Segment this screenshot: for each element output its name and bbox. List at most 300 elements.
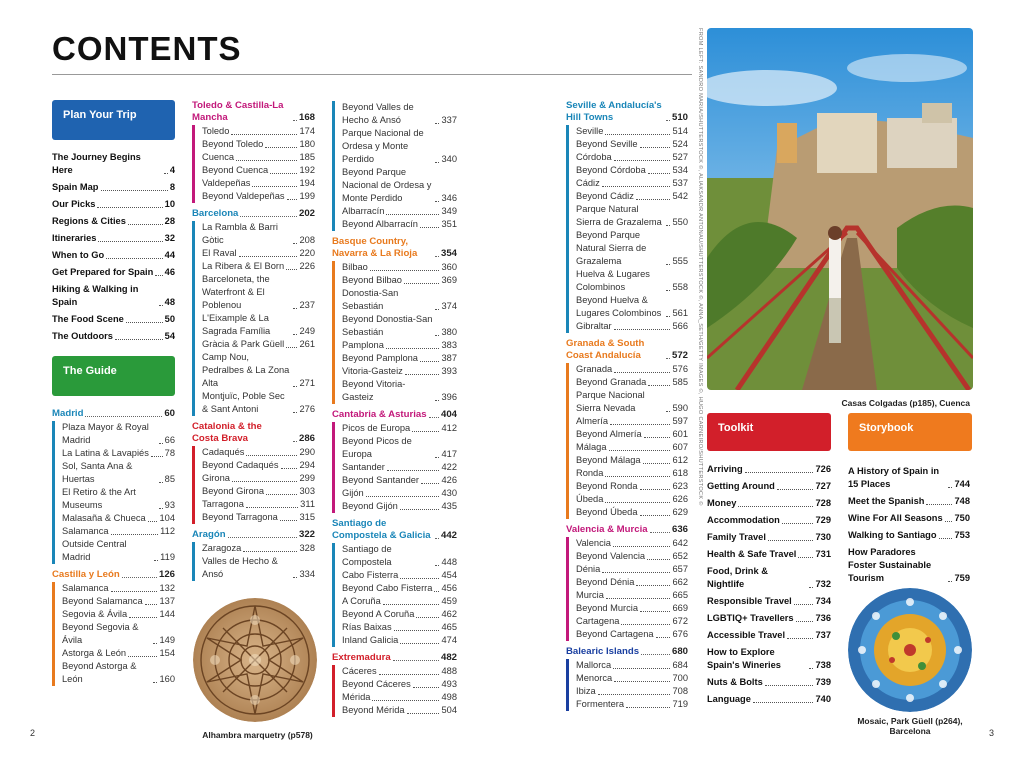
- toc-entry-label: Beyond Cuenca: [202, 165, 269, 175]
- toc-entry-label: Camp Nou, Pedralbes & La Zona Alta: [202, 352, 290, 388]
- leader-dots: [435, 309, 439, 310]
- toc-entry-label: Santiago de Compostela: [342, 544, 392, 567]
- toc-entry-page: 462: [441, 609, 457, 619]
- toc-entry-label: Beyond Pamplona: [342, 353, 418, 363]
- toc-section: [566, 338, 688, 519]
- toc-entry-page: 383: [441, 340, 457, 350]
- toc-entry: [576, 602, 688, 615]
- toc-entry-page: 220: [299, 248, 315, 258]
- toc-entry-page: 514: [672, 126, 688, 136]
- toc-entry-page: 597: [672, 416, 688, 426]
- toc-entry-label: La Ribera & El Born: [202, 261, 285, 271]
- toc-entry-label: Cáceres: [342, 666, 377, 676]
- toc-entry: [576, 537, 688, 550]
- toc-entry-label: Beyond Parque Natural Sierra de Grazalema: [576, 230, 647, 266]
- toc-entry-label: Toledo: [202, 126, 230, 136]
- toc-entry: [62, 595, 175, 608]
- toc-entry-label: Tarragona: [202, 499, 244, 509]
- leader-dots: [413, 687, 440, 688]
- toc-entry: [707, 612, 831, 625]
- storybook-heading: Storybook: [859, 422, 914, 434]
- toc-entry-label: A History of Spain in 15 Places: [848, 466, 940, 489]
- leader-dots: [606, 598, 671, 599]
- toc-entry-label: Beyond Tarragona: [202, 512, 278, 522]
- toc-entry-label: Menorca: [576, 673, 613, 683]
- toc-entry-page: 736: [815, 613, 831, 623]
- toc-entry-label: Inland Galicia: [342, 635, 399, 645]
- toc-section-heading: [192, 529, 315, 541]
- toc-section: [332, 101, 457, 231]
- toc-entry-label: The Food Scene: [52, 314, 124, 324]
- toc-entry-label: Montjuïc, Poble Sec & Sant Antoni: [202, 391, 285, 414]
- toc-entry-page: 4: [169, 165, 175, 175]
- leader-dots: [650, 532, 670, 533]
- leader-dots: [265, 147, 297, 148]
- toc-entry-page: 417: [441, 449, 457, 459]
- leader-dots: [429, 417, 439, 418]
- page-number-left: 2: [30, 728, 36, 738]
- leader-dots: [232, 481, 298, 482]
- toc-section-page: 286: [298, 433, 315, 444]
- toc-entry-page: 340: [441, 154, 457, 164]
- toc-entry-label: Beyond Ronda: [576, 481, 638, 491]
- leader-dots: [421, 483, 439, 484]
- leader-dots: [239, 256, 298, 257]
- toc-entry-page: 739: [815, 677, 831, 687]
- toc-entry: [342, 274, 457, 287]
- toc-entry-label: La Rambla & Barri Gòtic: [202, 222, 278, 245]
- toc-entry: [342, 621, 457, 634]
- leader-dots: [948, 581, 952, 582]
- toc-entry-label: Valles de Hecho & Ansó: [202, 556, 278, 579]
- toc-section-heading: [332, 236, 457, 260]
- toc-entry: [62, 621, 175, 647]
- toc-entry-label: Meet the Spanish: [848, 496, 925, 506]
- cuenca-caption: Casas Colgadas (p185), Cuenca: [841, 398, 970, 408]
- toc-section-title: Barcelona: [192, 208, 239, 219]
- toc-entry-label: Beyond Girona: [202, 486, 265, 496]
- toc-entry-page: 393: [441, 366, 457, 376]
- toc-entry-page: 44: [164, 250, 175, 260]
- leader-dots: [787, 638, 813, 639]
- toc-entry: [52, 232, 175, 245]
- toc-entry-page: 448: [441, 557, 457, 567]
- toc-section: [192, 100, 315, 203]
- toc-entry: [62, 660, 175, 686]
- toc-entry-label: Barceloneta, the Waterfront & El Poblenou: [202, 274, 270, 310]
- leader-dots: [270, 173, 297, 174]
- toc-entry: [576, 589, 688, 602]
- leader-dots: [614, 160, 671, 161]
- toc-entry-page: 629: [672, 507, 688, 517]
- toc-entry-label: Beyond Bilbao: [342, 275, 402, 285]
- toolkit-box: [707, 413, 831, 451]
- toc-entry-page: 144: [159, 609, 175, 619]
- toc-entry: [576, 467, 688, 480]
- toc-entry-label: Gibraltar: [576, 321, 612, 331]
- leader-dots: [435, 123, 439, 124]
- toc-entry-page: 422: [441, 462, 457, 472]
- leader-dots: [794, 604, 814, 605]
- toc-entry-page: 676: [672, 629, 688, 639]
- toc-entry-page: 550: [672, 217, 688, 227]
- toc-entry-page: 465: [441, 622, 457, 632]
- toc-entry-label: Beyond Cáceres: [342, 679, 411, 689]
- alhambra-caption: Alhambra marquetry (p578): [202, 730, 313, 740]
- leader-dots: [412, 431, 439, 432]
- leader-dots: [370, 270, 440, 271]
- toc-entry-label: Spain Map: [52, 182, 99, 192]
- toc-entry-label: Family Travel: [707, 532, 766, 542]
- toc-section-items: [332, 543, 457, 647]
- toc-entry-page: 261: [299, 339, 315, 349]
- toc-entry-page: 626: [672, 494, 688, 504]
- leader-dots: [420, 361, 440, 362]
- leader-dots: [122, 577, 157, 578]
- toc-entry-page: 360: [441, 262, 457, 272]
- toc-entry-page: 50: [164, 314, 175, 324]
- toc-entry: [576, 203, 688, 229]
- toc-entry-label: Malasaña & Chueca: [62, 513, 146, 523]
- leader-dots: [111, 591, 158, 592]
- toc-entry-page: 729: [815, 515, 831, 525]
- toc-entry-label: Beyond Huelva & Lugares Colombinos: [576, 295, 662, 318]
- toc-entry-label: When to Go: [52, 250, 105, 260]
- toc-entry: [576, 615, 688, 628]
- toc-entry: [52, 181, 175, 194]
- toc-entry: [202, 221, 315, 247]
- toc-entry: [342, 500, 457, 513]
- toc-entry-label: Beyond Dénia: [576, 577, 635, 587]
- leader-dots: [159, 305, 163, 306]
- toc-entry-label: Beyond Almería: [576, 429, 642, 439]
- leader-dots: [243, 551, 297, 552]
- toc-entry-page: 132: [159, 583, 175, 593]
- leader-dots: [293, 120, 297, 121]
- title-divider: [52, 74, 692, 75]
- toc-entry: [576, 376, 688, 389]
- leader-dots: [666, 120, 670, 121]
- leader-dots: [246, 507, 298, 508]
- toc-section-title: Cantabria & Asturias: [332, 409, 427, 420]
- guide-column-1: [52, 408, 175, 691]
- toc-section-page: 442: [440, 530, 457, 541]
- toc-entry: [576, 138, 688, 151]
- toc-entry: [342, 435, 457, 461]
- toc-entry: [202, 177, 315, 190]
- toc-entry-page: 208: [299, 235, 315, 245]
- toc-entry-label: Language: [707, 694, 751, 704]
- toc-entry-page: 328: [299, 543, 315, 553]
- toc-entry: [576, 268, 688, 294]
- toc-entry-page: 738: [815, 660, 831, 670]
- toc-entry: [576, 493, 688, 506]
- toc-entry-label: LGBTIQ+ Travellers: [707, 613, 794, 623]
- toc-entry: [342, 205, 457, 218]
- toc-entry: [52, 215, 175, 228]
- leader-dots: [614, 681, 670, 682]
- toc-entry-label: Gijón: [342, 488, 364, 498]
- toc-section-items: [332, 261, 457, 404]
- toc-entry-page: 396: [441, 392, 457, 402]
- toc-entry: [342, 569, 457, 582]
- toc-entry-label: Beyond Gijón: [342, 501, 398, 511]
- toc-entry-label: Picos de Europa: [342, 423, 411, 433]
- toc-entry-page: 601: [672, 429, 688, 439]
- toc-entry-page: 119: [160, 552, 175, 562]
- toc-entry-page: 759: [954, 573, 970, 583]
- toc-entry-label: Health & Safe Travel: [707, 549, 797, 559]
- toc-entry: [202, 247, 315, 260]
- toc-entry-label: Valdepeñas: [202, 178, 251, 188]
- toc-entry: [576, 550, 688, 563]
- toc-entry: [202, 125, 315, 138]
- the-guide-box: [52, 356, 175, 396]
- toc-entry-page: 504: [441, 705, 457, 715]
- toc-entry-label: Formentera: [576, 699, 625, 709]
- toc-section-title: Madrid: [52, 408, 84, 419]
- toc-section-heading: [192, 421, 315, 445]
- toc-entry: [342, 704, 457, 717]
- toc-entry-page: 199: [299, 191, 315, 201]
- toc-entry-label: Donostia-San Sebastián: [342, 288, 399, 311]
- toc-entry-label: Beyond Salamanca: [62, 596, 143, 606]
- toc-entry-page: 104: [159, 513, 175, 523]
- toc-entry: [62, 421, 175, 447]
- toc-entry-page: 78: [164, 448, 175, 458]
- toc-entry-page: 290: [299, 447, 315, 457]
- toc-entry: [342, 595, 457, 608]
- toc-entry: [202, 390, 315, 416]
- leader-dots: [434, 591, 439, 592]
- page-title: CONTENTS: [52, 30, 242, 67]
- toc-entry: [707, 531, 831, 544]
- toc-entry-label: Cadaqués: [202, 447, 245, 457]
- toc-entry-page: 731: [815, 549, 831, 559]
- toc-entry: [342, 608, 457, 621]
- toc-entry: [576, 415, 688, 428]
- leader-dots: [383, 604, 440, 605]
- toc-entry-label: Úbeda: [576, 494, 604, 504]
- storybook-box: [848, 413, 972, 451]
- toc-entry: [707, 548, 831, 561]
- toc-entry: [342, 487, 457, 500]
- toc-entry: [52, 198, 175, 211]
- toc-entry: [62, 608, 175, 621]
- leader-dots: [293, 308, 297, 309]
- toc-entry: [342, 287, 457, 313]
- toc-entry-page: 374: [441, 301, 457, 311]
- leader-dots: [605, 134, 670, 135]
- toc-entry-label: Beyond Córdoba: [576, 165, 646, 175]
- toc-section: [566, 646, 688, 711]
- page-number-right: 3: [989, 728, 995, 738]
- toc-entry-label: L'Eixample & La Sagrada Família: [202, 313, 271, 336]
- toc-entry-page: 48: [164, 297, 175, 307]
- toc-entry-label: A Coruña: [342, 596, 381, 606]
- toc-entry-page: 652: [672, 551, 688, 561]
- leader-dots: [939, 538, 953, 539]
- toc-entry-page: 311: [300, 499, 315, 509]
- toc-entry-label: Itineraries: [52, 233, 97, 243]
- toc-entry-page: 454: [441, 570, 457, 580]
- leader-dots: [393, 660, 439, 661]
- leader-dots: [640, 515, 671, 516]
- leader-dots: [246, 455, 297, 456]
- toc-section-heading: [566, 646, 688, 658]
- toc-entry-label: Beyond Segovia & Ávila: [62, 622, 139, 645]
- leader-dots: [598, 694, 671, 695]
- toc-section-title: Balearic Islands: [566, 646, 640, 657]
- toc-entry: [342, 582, 457, 595]
- toc-entry-page: 346: [441, 193, 457, 203]
- guide-column-2: [192, 100, 315, 586]
- toc-entry-page: 585: [672, 377, 688, 387]
- leader-dots: [151, 456, 163, 457]
- toc-entry-page: 700: [672, 673, 688, 683]
- toc-entry: [576, 190, 688, 203]
- toc-entry: [342, 634, 457, 647]
- toc-section: [192, 421, 315, 524]
- toc-entry-page: 369: [441, 275, 457, 285]
- toc-entry-label: Hiking & Walking in Spain: [52, 284, 139, 307]
- toc-entry: [202, 555, 315, 581]
- toc-entry: [707, 676, 831, 689]
- toc-entry: [62, 538, 175, 564]
- toc-entry: [202, 351, 315, 390]
- toc-entry-page: 665: [672, 590, 688, 600]
- toc-section-items: [566, 363, 688, 519]
- leader-dots: [738, 506, 813, 507]
- toc-entry-label: Girona: [202, 473, 230, 483]
- toc-section-items: [52, 421, 175, 564]
- toc-entry-label: Getting Around: [707, 481, 775, 491]
- toc-entry-page: 276: [299, 404, 315, 414]
- leader-dots: [405, 374, 440, 375]
- toc-entry-page: 474: [441, 635, 457, 645]
- leader-dots: [926, 504, 952, 505]
- leader-dots: [666, 225, 670, 226]
- toc-entry: [576, 389, 688, 415]
- toc-entry-page: 561: [672, 308, 688, 318]
- toc-entry-label: Arriving: [707, 464, 743, 474]
- toc-entry: [62, 525, 175, 538]
- toc-entry: [62, 582, 175, 595]
- toc-entry-page: 642: [672, 538, 688, 548]
- toc-entry: [202, 273, 315, 312]
- toc-entry-label: Parque Nacional de Ordesa y Monte Perdido: [342, 128, 424, 164]
- leader-dots: [435, 538, 439, 539]
- toc-entry-page: 337: [441, 115, 457, 125]
- toc-entry-page: 85: [164, 474, 175, 484]
- toc-entry-label: Dénia: [576, 564, 601, 574]
- leader-dots: [293, 441, 297, 442]
- toc-entry: [202, 472, 315, 485]
- toolkit-list: [707, 463, 831, 710]
- toc-entry-label: Beyond Toledo: [202, 139, 264, 149]
- leader-dots: [798, 557, 813, 558]
- leader-dots: [614, 329, 671, 330]
- leader-dots: [98, 241, 162, 242]
- toc-entry-page: 426: [441, 475, 457, 485]
- toc-entry-page: 657: [672, 564, 688, 574]
- toc-entry: [707, 463, 831, 476]
- leader-dots: [609, 450, 671, 451]
- leader-dots: [641, 654, 670, 655]
- the-guide-heading: The Guide: [63, 365, 117, 377]
- toc-entry-page: 730: [815, 532, 831, 542]
- storybook-list: [848, 465, 970, 589]
- toc-section-items: [332, 422, 457, 513]
- leader-dots: [613, 668, 670, 669]
- leader-dots: [420, 227, 440, 228]
- leader-dots: [280, 520, 298, 521]
- toc-entry-page: 28: [164, 216, 175, 226]
- toc-entry-page: 576: [672, 364, 688, 374]
- toc-entry-label: Rías Baixas: [342, 622, 392, 632]
- cuenca-photo: [707, 28, 973, 390]
- leader-dots: [228, 537, 297, 538]
- toc-entry: [576, 480, 688, 493]
- toc-entry: [62, 647, 175, 660]
- plan-your-trip-list: [52, 151, 175, 347]
- toc-entry-page: 672: [672, 616, 688, 626]
- leader-dots: [126, 322, 163, 323]
- toc-entry-page: 740: [815, 694, 831, 704]
- toc-entry: [707, 480, 831, 493]
- toc-section: [332, 518, 457, 647]
- toc-section-items: [192, 221, 315, 416]
- toc-entry-label: Bilbao: [342, 262, 368, 272]
- toc-section-title: Extremadura: [332, 652, 391, 663]
- toc-entry: [202, 338, 315, 351]
- leader-dots: [101, 190, 168, 191]
- leader-dots: [154, 560, 158, 561]
- leader-dots: [236, 160, 297, 161]
- toc-entry-page: 534: [672, 165, 688, 175]
- toc-entry-page: 542: [672, 191, 688, 201]
- toc-entry-label: Beyond Albarracín: [342, 219, 418, 229]
- toc-entry-page: 226: [299, 261, 315, 271]
- toc-section-items: [566, 659, 688, 711]
- toc-entry: [342, 166, 457, 205]
- toc-entry-page: 750: [954, 513, 970, 523]
- toc-entry-page: 154: [159, 648, 175, 658]
- toc-entry: [576, 294, 688, 320]
- toc-entry: [342, 678, 457, 691]
- leader-dots: [602, 186, 671, 187]
- toc-entry-label: Beyond Cabo Fisterra: [342, 583, 433, 593]
- toc-entry-page: 744: [954, 479, 970, 489]
- leader-dots: [640, 147, 671, 148]
- toc-entry-page: 93: [164, 500, 175, 510]
- toc-entry: [576, 428, 688, 441]
- leader-dots: [387, 470, 440, 471]
- toc-section-heading: [566, 100, 688, 124]
- toc-entry-label: Pamplona: [342, 340, 384, 350]
- leader-dots: [153, 682, 157, 683]
- toc-entry: [52, 249, 175, 262]
- toc-entry-label: Granada: [576, 364, 613, 374]
- toc-section-items: [566, 537, 688, 641]
- toc-section-title: Toledo & Castilla-La Mancha: [192, 100, 284, 123]
- leader-dots: [293, 334, 297, 335]
- toc-entry-label: Wine For All Seasons: [848, 513, 943, 523]
- toc-entry-label: Regions & Cities: [52, 216, 126, 226]
- leader-dots: [644, 437, 671, 438]
- toc-entry-label: Walking to Santiago: [848, 530, 937, 540]
- toc-section-page: 572: [671, 350, 688, 361]
